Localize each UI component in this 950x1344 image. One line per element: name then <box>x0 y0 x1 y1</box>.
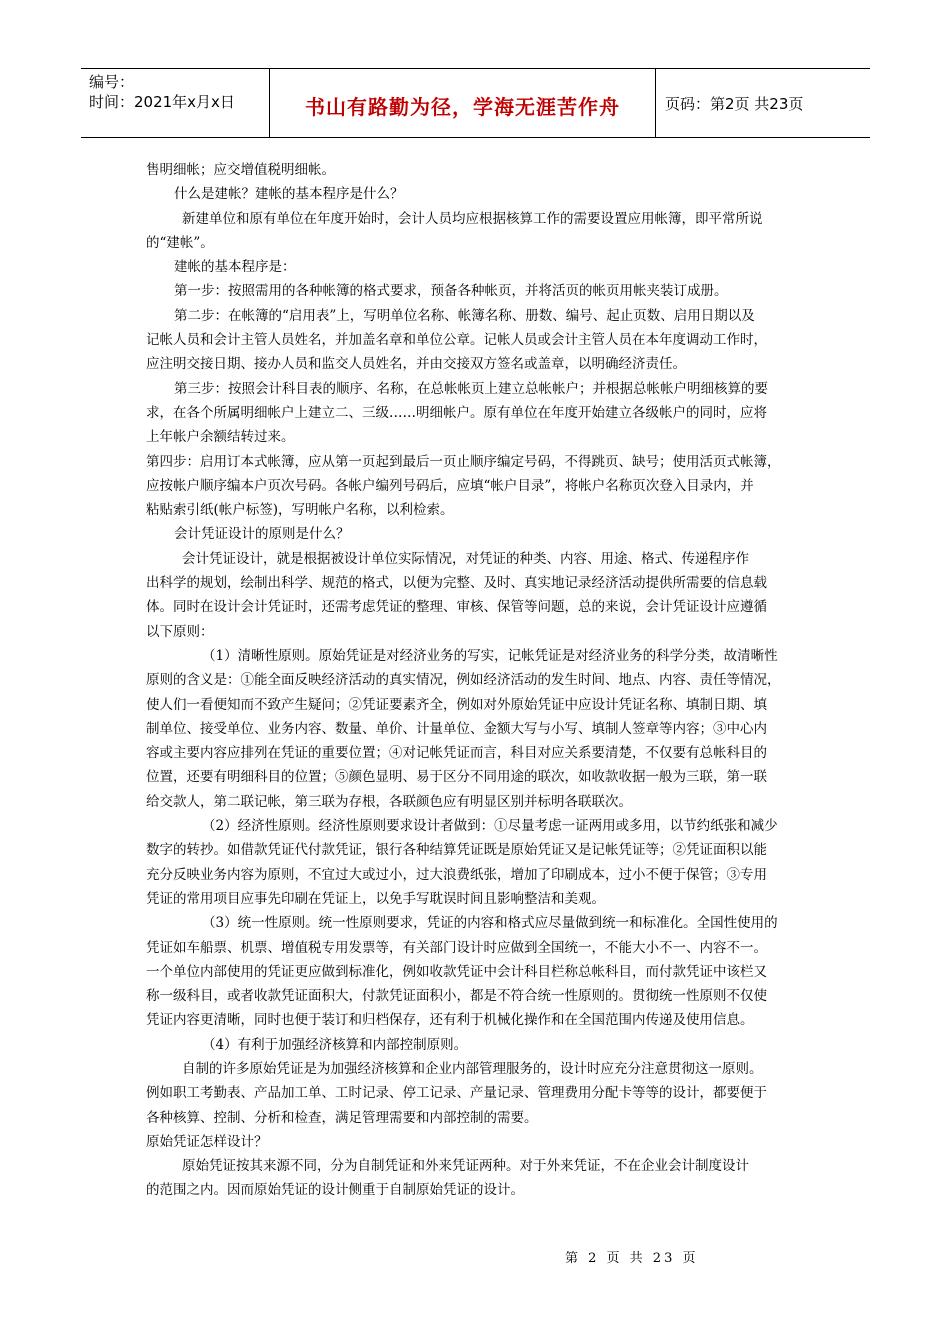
text-line: （3）统一性原则。统一性原则要求，凭证的内容和格式应尽量做到统一和标准化。全国性使用的 <box>202 915 778 932</box>
question-heading: 会计凭证设计的原则是什么？ <box>174 526 350 543</box>
text-line: 记帐人员和会计主管人员姓名，并加盖名章和单位公章。记帐人员或会计主管人员在本年度调动工作时， <box>146 332 767 349</box>
text-line: 凭证如车船票、机票、增值税专用发票等，有关部门设计时应做到全国统一，不能大小不一、内容不一。 <box>146 939 767 956</box>
text-line: 求，在各个所属明细帐户上建立二、三级……明细帐户。原有单位在年度开始建立各级帐户的同时，应将 <box>146 404 767 421</box>
header-page-info: 页码：第2页 共23页 <box>665 95 804 113</box>
text-line: 体。同时在设计会计凭证时，还需考虑凭证的整理、审核、保管等问题，总的来说，会计凭证设计应遵循 <box>146 599 767 616</box>
text-line: 凭证内容更清晰，同时也便于装订和归档保存，还有利于机械化操作和在全国范围内传递及使用信息。 <box>146 1012 754 1029</box>
text-line: 制单位、接受单位、业务内容、数量、单价、计量单位、金额大写与小写、填制人签章等内容；③中心内 <box>146 720 767 737</box>
text-line: （2）经济性原则。经济性原则要求设计者做到：①尽量考虑一证两用或多用，以节约纸张和减少 <box>202 818 778 835</box>
text-line: 第四步：启用订本式帐簿，应从第一页起到最后一页止顺序编定号码，不得跳页、缺号；使用活页式帐簿， <box>146 453 781 470</box>
text-line: 容或主要内容应排列在凭证的重要位置；④对记帐凭证而言，科目对应关系要清楚，不仅要有总帐科目的 <box>146 745 767 762</box>
text-line: 例如职工考勤表、产品加工单、工时记录、停工记录、产量记录、管理费用分配卡等等的设计，都要便于 <box>146 1085 767 1102</box>
document-header <box>81 68 870 138</box>
text-line: 原则的含义是：①能全面反映经济活动的真实情况，例如经济活动的发生时间、地点、内容、责任等情况， <box>146 672 781 689</box>
text-line: 的“建帐”。 <box>146 234 214 251</box>
header-meta <box>89 72 235 112</box>
text-line: 出科学的规划，绘制出科学、规范的格式，以便为完整、及时、真实地记录经济活动提供所需要的信息载 <box>146 575 767 592</box>
text-line: 各种核算、控制、分析和检查，满足管理需要和内部控制的需要。 <box>146 1109 538 1126</box>
text-line: 一个单位内部使用的凭证更应做到标准化，例如收款凭证中会计科目栏称总帐科目，而付款凭证中该栏又 <box>146 963 767 980</box>
question-heading: 什么是建帐？建帐的基本程序是什么？ <box>174 186 404 203</box>
text-line: 数字的转抄。如借款凭证代付款凭证，银行各种结算凭证既是原始凭证又是记帐凭证等；②凭证面积以能 <box>146 842 767 859</box>
text-line: 的范围之内。因而原始凭证的设计侧重于自制原始凭证的设计。 <box>146 1182 524 1199</box>
text-line: 上年帐户余额结转过来。 <box>146 429 295 446</box>
number-label: 编号： <box>89 73 135 91</box>
header-divider <box>655 69 656 137</box>
text-line: 凭证的常用项目应事先印刷在凭证上，以免手写耽误时间且影响整洁和美观。 <box>146 890 605 907</box>
text-line: 使人们一看便知而不致产生疑问；②凭证要素齐全，例如对外原始凭证中应设计凭证名称、填制日期、填 <box>146 696 767 713</box>
date-label: 时间：2021年x月x日 <box>89 93 235 111</box>
text-line: 售明细帐；应交增值税明细帐。 <box>146 162 335 178</box>
text-line: 会计凭证设计，就是根据被设计单位实际情况，对凭证的种类、内容、用途、格式、传递程序作 <box>182 550 749 567</box>
text-line: 第一步：按照需用的各种帐簿的格式要求，预备各种帐页，并将活页的帐页用帐夹装订成册。 <box>174 283 728 300</box>
text-line: 称一级科目，或者收款凭证面积大，付款凭证面积小，都是不符合统一性原则的。贯彻统一性原则不仅使 <box>146 988 767 1005</box>
text-line: 给交款人，第二联记帐，第三联为存根，各联颜色应有明显区别并标明各联联次。 <box>146 793 632 810</box>
text-line: 粘贴索引纸(帐户标签)，写明帐户名称，以利检索。 <box>146 502 454 519</box>
text-line: 自制的许多原始凭证是为加强经济核算和企业内部管理服务的，设计时应充分注意贯彻这一原则。 <box>182 1060 763 1077</box>
text-line: 新建单位和原有单位在年度开始时，会计人员均应根据核算工作的需要设置应用帐簿，即平常所说 <box>182 210 763 227</box>
text-line: 充分反映业务内容为原则，不宜过大或过小，过大浪费纸张，增加了印刷成本，过小不便于保管；③专用 <box>146 866 767 883</box>
text-line: 应注明交接日期、接办人员和监交人员姓名，并由交接双方签名或盖章，以明确经济责任。 <box>146 356 686 373</box>
document-body <box>146 158 812 1203</box>
text-line: （1）清晰性原则。原始凭证是对经济业务的写实，记帐凭证是对经济业务的科学分类，故清晰性 <box>202 647 778 664</box>
header-divider <box>269 69 270 137</box>
page-footer: 第 2 页 共 23 页 <box>565 1251 699 1266</box>
text-line: 应按帐户顺序编本户页次号码。各帐户编列号码后，应填“帐户目录”，将帐户名称页次登入目录内，并 <box>146 477 754 494</box>
question-heading: 原始凭证怎样设计？ <box>146 1133 268 1150</box>
text-line: 建帐的基本程序是： <box>174 259 296 276</box>
text-line: 原始凭证按其来源不同，分为自制凭证和外来凭证两种。对于外来凭证，不在企业会计制度设计 <box>182 1158 749 1175</box>
text-line: 位置，还要有明细科目的位置；⑤颜色显明、易于区分不同用途的联次，如收款收据一般为三联，第一联 <box>146 769 767 786</box>
header-motto: 书山有路勤为径，学海无涯苦作舟 <box>305 95 620 119</box>
text-line: 第二步：在帐簿的“启用表”上，写明单位名称、帐簿名称、册数、编号、起止页数、启用日期以及 <box>174 307 755 324</box>
text-line: （4）有利于加强经济核算和内部控制原则。 <box>202 1036 468 1053</box>
text-line: 以下原则： <box>146 623 214 640</box>
text-line: 第三步：按照会计科目表的顺序、名称，在总帐帐页上建立总帐帐户；并根据总帐帐户明细核算的要 <box>174 380 768 397</box>
